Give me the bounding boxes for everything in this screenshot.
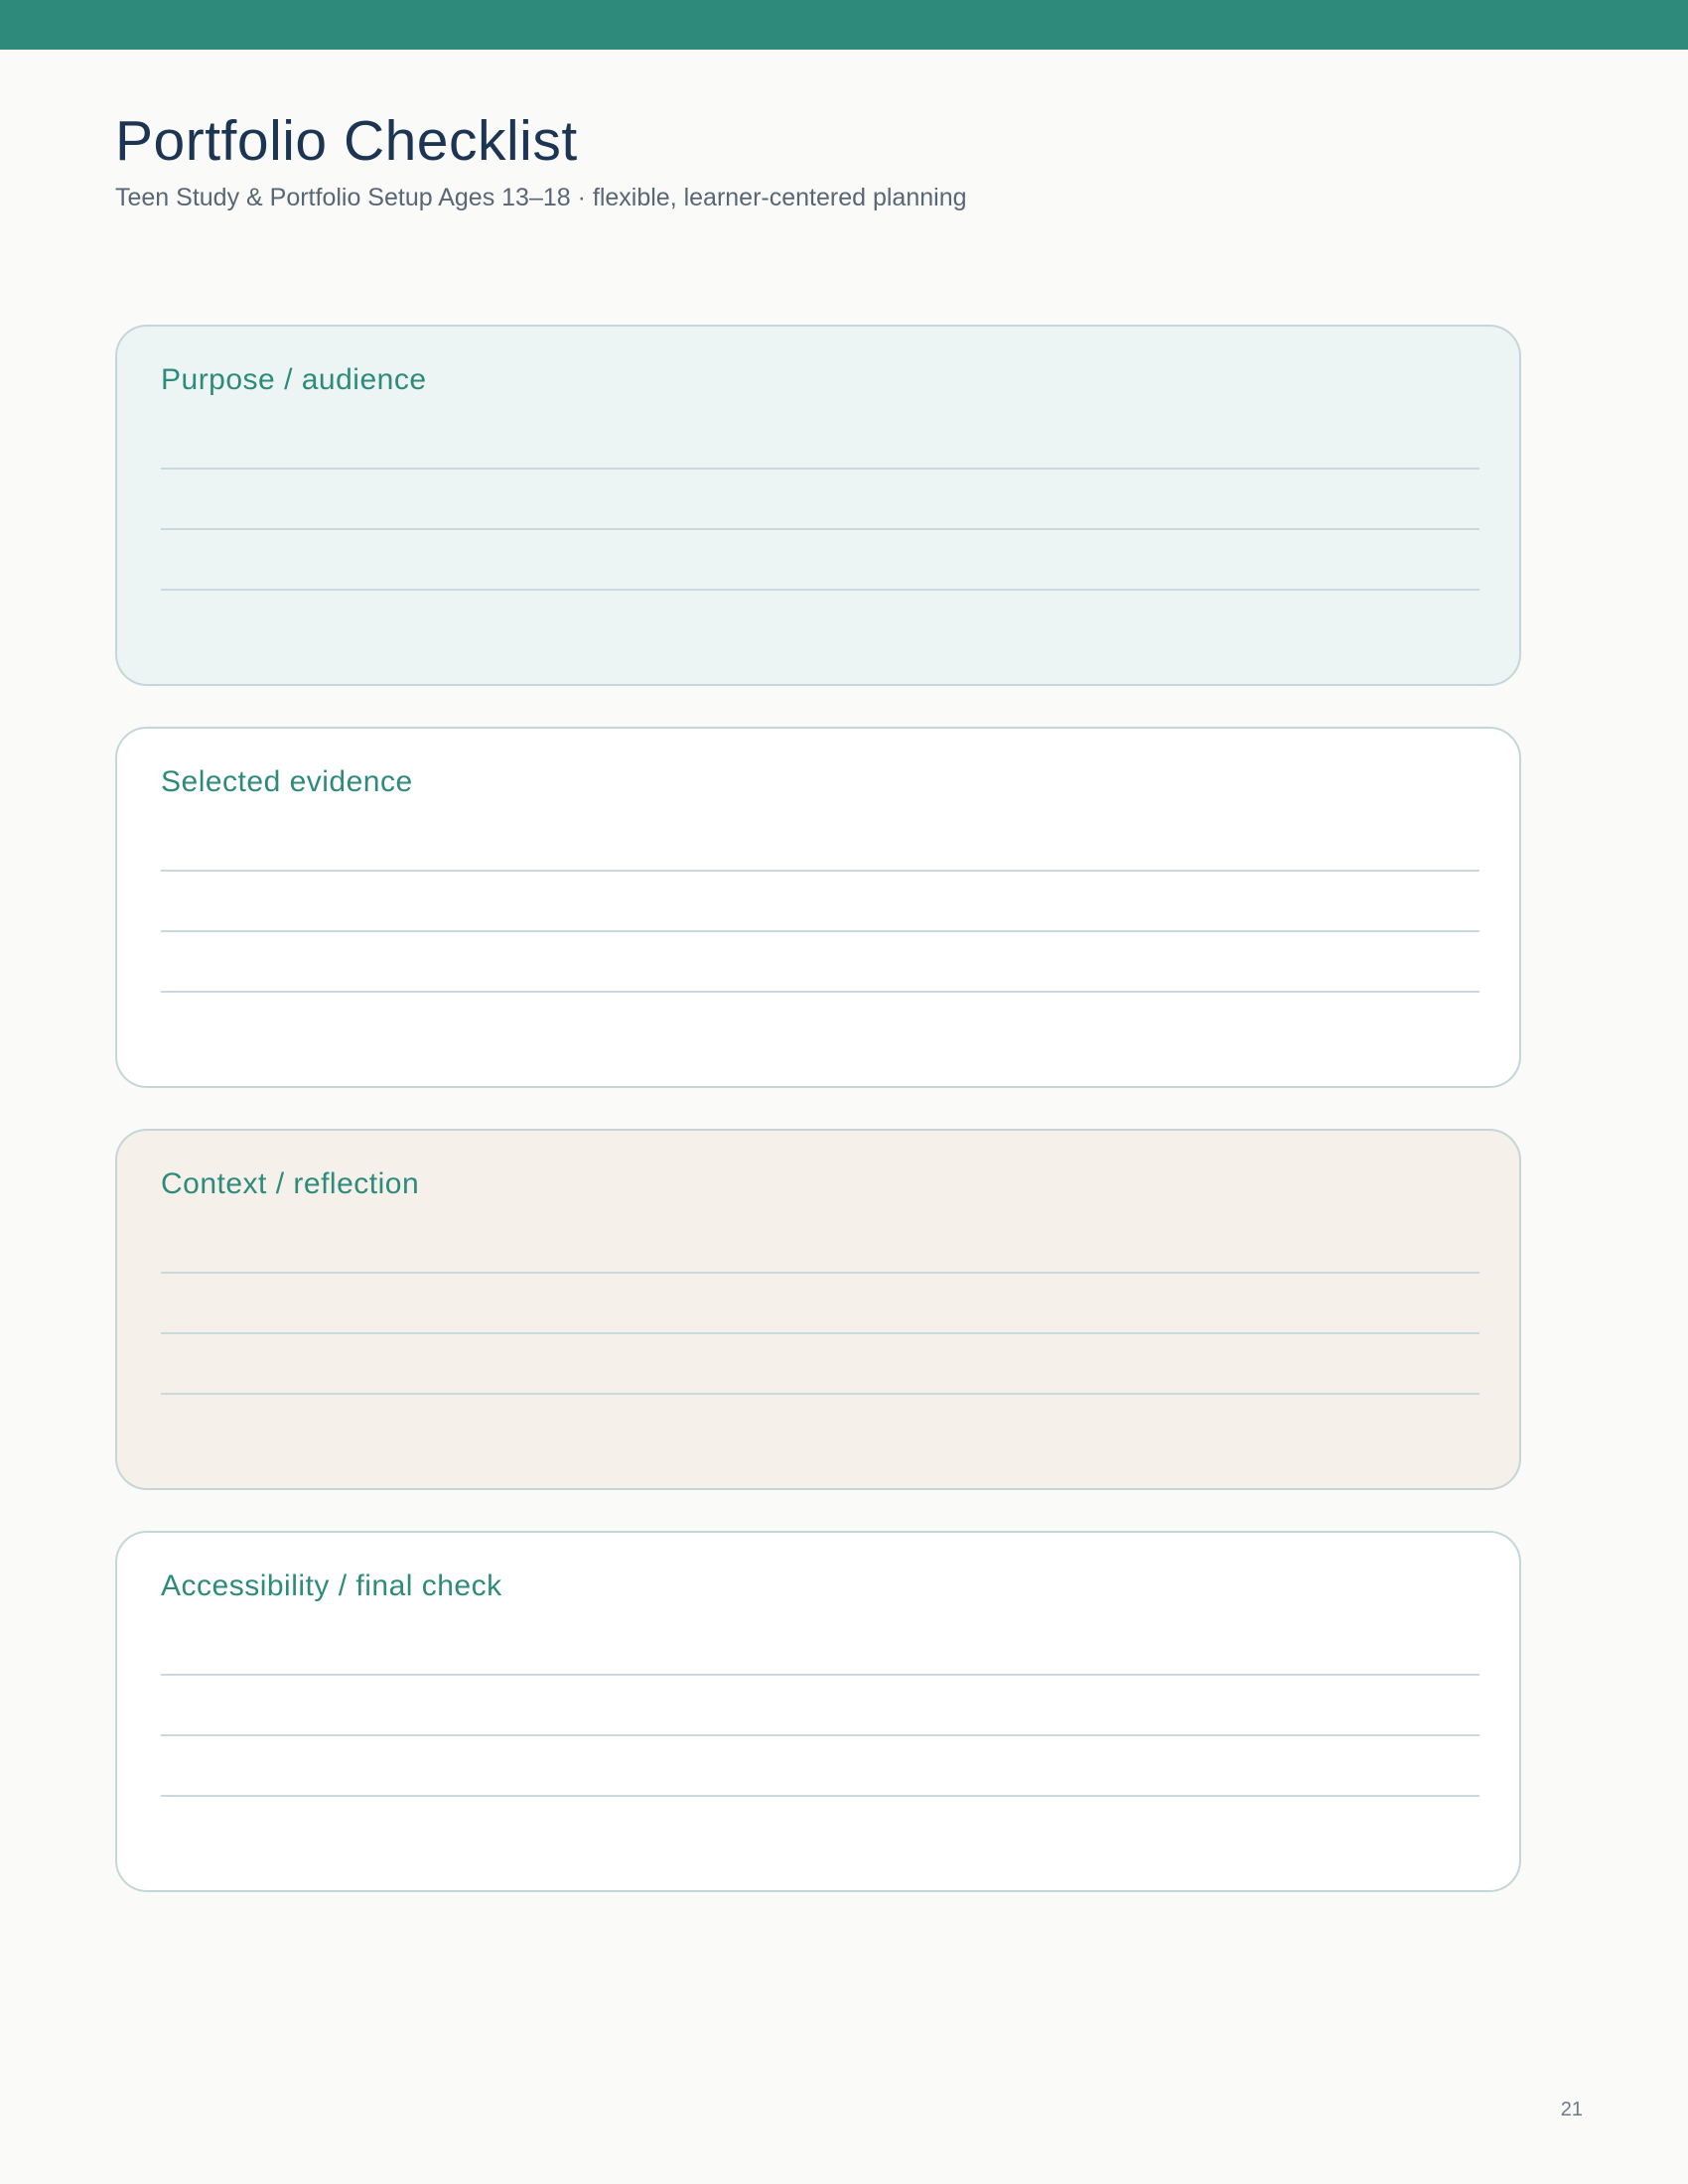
writing-line (161, 1674, 1479, 1676)
writing-line (161, 991, 1479, 993)
section-title: Purpose / audience (161, 363, 427, 396)
writing-line (161, 1332, 1479, 1334)
section-context-reflection (115, 1129, 1521, 1490)
writing-line (161, 1393, 1479, 1395)
page-subtitle: Teen Study & Portfolio Setup Ages 13–18 · flexible, learner-centered planning (115, 184, 967, 211)
writing-line (161, 528, 1479, 530)
section-title: Context / reflection (161, 1167, 420, 1200)
section-selected-evidence (115, 727, 1521, 1088)
page-title: Portfolio Checklist (115, 109, 578, 173)
section-purpose-audience (115, 325, 1521, 686)
writing-line (161, 930, 1479, 932)
section-title: Accessibility / final check (161, 1570, 502, 1602)
writing-line (161, 1734, 1479, 1736)
section-accessibility-final-check (115, 1531, 1521, 1892)
page-number: 21 (1560, 2099, 1583, 2120)
writing-line (161, 870, 1479, 872)
top-accent-bar (0, 0, 1688, 50)
section-title: Selected evidence (161, 765, 413, 798)
writing-line (161, 589, 1479, 591)
writing-line (161, 1272, 1479, 1274)
writing-line (161, 468, 1479, 470)
writing-line (161, 1795, 1479, 1797)
